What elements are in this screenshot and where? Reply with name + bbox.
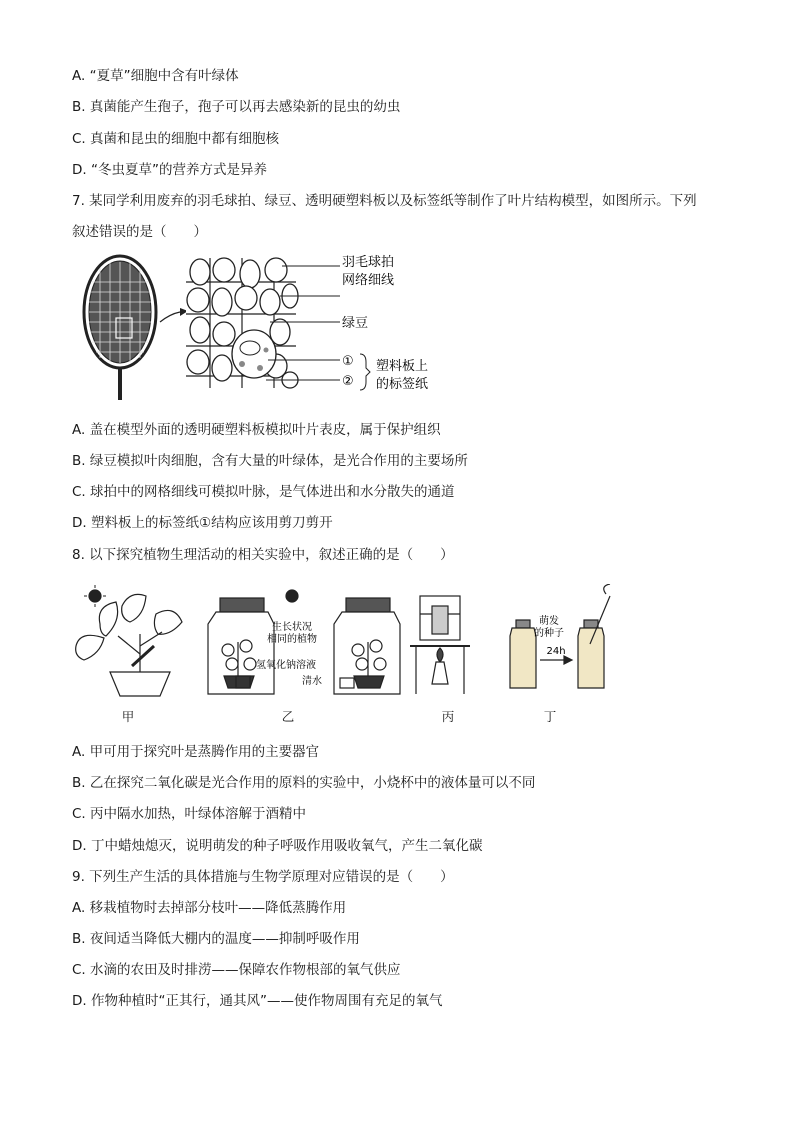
q9-option-a: A. 移栽植物时去掉部分枝叶——降低蒸腾作用 [72, 900, 347, 916]
q8-stem: 8. 以下探究植物生理活动的相关实验中，叙述正确的是（ ） [72, 547, 454, 563]
q6-option-d: D. “冬虫夏草”的营养方式是异养 [72, 162, 267, 178]
label-bean: 绿豆 [342, 316, 369, 331]
leaf-model-figure [70, 252, 450, 402]
q8-option-b: B. 乙在探究二氧化碳是光合作用的原料的实验中，小烧杯中的液体量可以不同 [72, 775, 536, 791]
label-seeds-line1: 萌发 [539, 616, 559, 627]
q8-option-c: C. 丙中隔水加热，叶绿体溶解于酒精中 [72, 806, 307, 822]
q7-option-a: A. 盖在模型外面的透明硬塑料板模拟叶片表皮，属于保护组织 [72, 422, 441, 438]
label-mesh-line2: 网络细线 [342, 273, 395, 288]
zoomed-mesh [186, 258, 298, 388]
q8-option-a: A. 甲可用于探究叶是蒸腾作用的主要器官 [72, 744, 320, 760]
label-plants-line2: 相同的植物 [267, 634, 317, 645]
q6-option-c: C. 真菌和昆虫的细胞中都有细胞核 [72, 131, 280, 147]
q7-stem-line1: 7. 某同学利用废弃的羽毛球拍、绿豆、透明硬塑料板以及标签纸等制作了叶片结构模型，如图所示。下列 [72, 193, 697, 209]
caption-yi: 乙 [281, 709, 295, 724]
experiment-bing [410, 596, 470, 694]
q9-stem: 9. 下列生产生活的具体措施与生物学原理对应错误的是（ ） [72, 869, 454, 885]
caption-jia: 甲 [121, 709, 135, 724]
q9-option-b: B. 夜间适当降低大棚内的温度——抑制呼吸作用 [72, 931, 360, 947]
racket-illustration [84, 256, 156, 400]
q7-stem-line2: 叙述错误的是（ ） [72, 224, 207, 240]
label-marker-1: ① [342, 354, 354, 369]
label-mesh-line1: 羽毛球拍 [342, 255, 395, 270]
q6-option-b: B. 真菌能产生孢子，孢子可以再去感染新的昆虫的幼虫 [72, 99, 401, 115]
label-marker-2: ② [342, 374, 354, 389]
label-time: 24h [546, 646, 566, 657]
label-naoh: 氢氧化钠溶液 [256, 660, 316, 671]
experiment-jia [76, 585, 182, 696]
q8-option-d: D. 丁中蜡烛熄灭，说明萌发的种子呼吸作用吸收氧气，产生二氧化碳 [72, 838, 483, 854]
q9-option-d: D. 作物种植时“正其行，通其风”——使作物周围有充足的氧气 [72, 993, 443, 1009]
label-plate-line1: 塑料板上 [376, 359, 429, 374]
label-plate-line2: 的标签纸 [376, 377, 429, 392]
experiments-figure [70, 584, 630, 700]
caption-bing: 丙 [441, 709, 455, 724]
caption-ding: 丁 [543, 709, 557, 724]
q7-option-b: B. 绿豆模拟叶肉细胞，含有大量的叶绿体，是光合作用的主要场所 [72, 453, 468, 469]
label-plants-line1: 生长状况 [272, 622, 312, 633]
q7-option-d: D. 塑料板上的标签纸①结构应该用剪刀剪开 [72, 515, 333, 531]
q9-option-c: C. 水滴的农田及时排涝——保障农作物根部的氧气供应 [72, 962, 401, 978]
label-seeds-line2: 的种子 [534, 628, 564, 639]
label-water: 清水 [302, 676, 322, 687]
q7-option-c: C. 球拍中的网格细线可模拟叶脉，是气体进出和水分散失的通道 [72, 484, 455, 500]
q6-option-a: A. “夏草”细胞中含有叶绿体 [72, 68, 239, 84]
